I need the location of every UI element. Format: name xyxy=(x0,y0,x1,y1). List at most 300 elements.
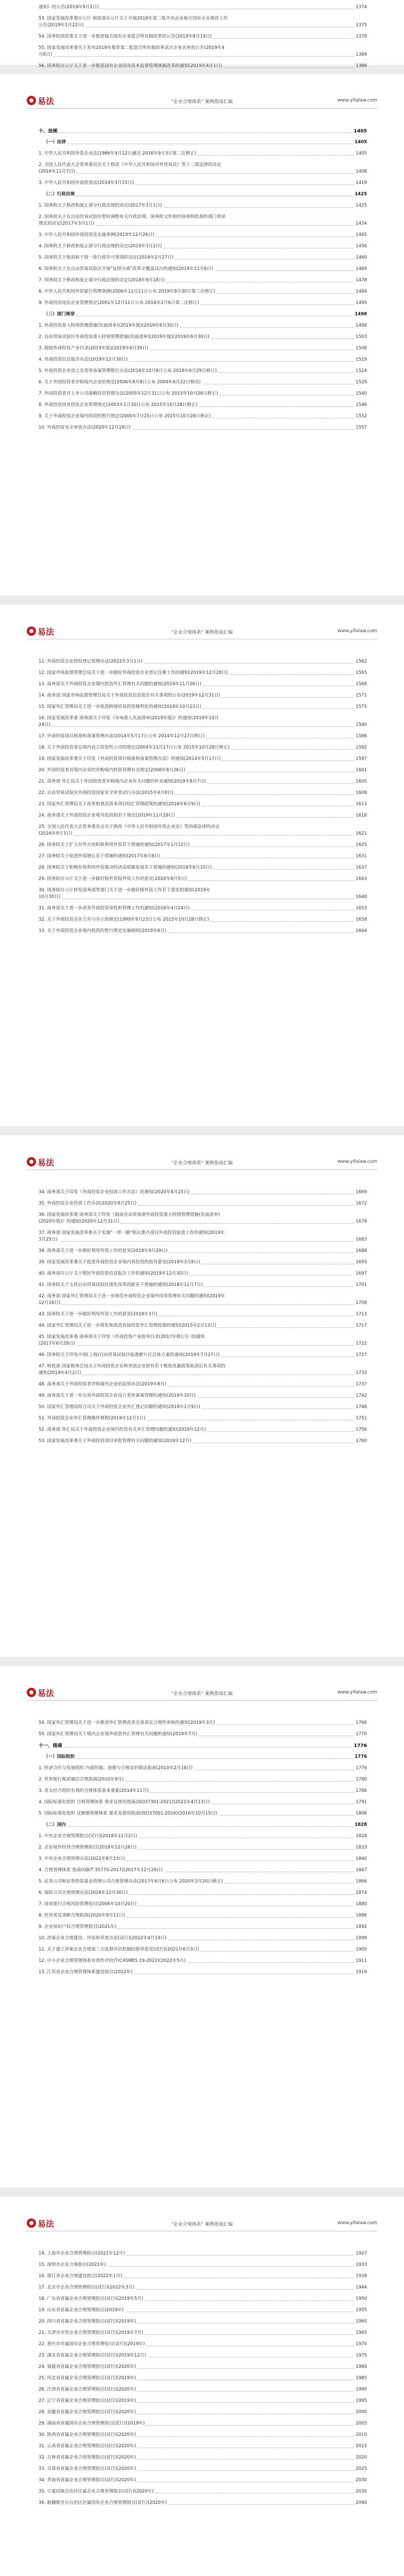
toc-entry[interactable] xyxy=(39,1352,367,1359)
toc-entry-text: 十一、指南 xyxy=(39,1743,62,1749)
dot-leader xyxy=(222,697,354,698)
toc-entry[interactable] xyxy=(39,334,367,341)
toc-entry[interactable] xyxy=(39,1731,367,1738)
dot-leader xyxy=(201,304,354,305)
toc-entry-text: 公告(2019年1月22日) xyxy=(39,23,84,28)
toc-entry-text: 3. 亚太经合组织有效的合规体系基本要素(2014年11月) xyxy=(39,1788,149,1793)
page-header xyxy=(27,1687,377,1701)
toc-entry[interactable] xyxy=(39,767,367,774)
toc-entry-text: 1. 中华人民共和国外资企业法(1986年4月12日通过 2016年9月3日第二次修正) xyxy=(39,151,197,156)
toc-page-number: 1625 xyxy=(356,842,367,848)
toc-entry-text: 1. 经济合作与发展组织 内部控制、道德与合规良好做法指南(2010年2月18日) xyxy=(39,1766,193,1771)
toc-page-number: 1905 xyxy=(356,1947,367,1952)
toc-entry[interactable] xyxy=(39,905,367,912)
toc-entry[interactable] xyxy=(39,2432,367,2438)
toc-entry[interactable] xyxy=(39,1799,367,1806)
toc-entry-text: 1. 国务院关于修改和废止部分行政法规的决定(2017年3月1日) xyxy=(39,203,162,208)
toc-entry[interactable] xyxy=(39,357,367,363)
toc-entry[interactable] xyxy=(39,2284,367,2291)
toc-entry-text: 29. 湖南省省属国有企业合规管理指引(试行)(2019年) xyxy=(39,2421,145,2426)
document-page xyxy=(0,605,404,1126)
header-title: "企业合规体系" 案例指南汇编 xyxy=(171,99,233,105)
toc-page-number: 1597 xyxy=(356,756,367,761)
toc-entry-text: （二）国内 xyxy=(44,1822,66,1827)
dot-leader xyxy=(96,225,354,226)
toc-entry-text: 4. 国务院关于修改和废止部分行政法规的决定(2019年3月2日) xyxy=(39,244,162,249)
toc-entry-text: 2. 企业境外经营合规管理指引(2018年12月26日) xyxy=(39,1845,137,1850)
toc-entry[interactable] xyxy=(39,2296,367,2302)
dot-leader xyxy=(180,327,354,328)
toc-page-number: 1847 xyxy=(356,1868,367,1873)
toc-entry[interactable] xyxy=(39,1404,367,1411)
toc-entry-text: 15. 国家外汇管理局关于进一步促进跨境贸易投资便利化的通知(2019年10月23日) xyxy=(39,704,202,709)
toc-entry-text: 9. 关于外商投资企业境内投资的暂行规定(2000年7月25日公布 2015年10月28日修正) xyxy=(39,414,211,419)
toc-entry[interactable] xyxy=(39,778,367,785)
toc-entry[interactable] xyxy=(39,1189,367,1196)
toc-entry[interactable] xyxy=(39,425,367,431)
dot-leader xyxy=(150,1792,354,1793)
toc-entry-text: 48. 商务部关于外国投资者并购境内企业的监管办法(2019年8月) xyxy=(39,1382,167,1387)
toc-entry[interactable] xyxy=(39,214,367,227)
logo-text: 易法 xyxy=(38,626,55,637)
dot-leader xyxy=(59,132,353,133)
toc-page-number: 1980 xyxy=(356,2364,367,2369)
toc-entry[interactable] xyxy=(39,2500,367,2506)
toc-page-number: 1495 xyxy=(356,300,367,306)
toc-entry[interactable] xyxy=(39,402,367,409)
header-website[interactable]: www.yifalaw.com xyxy=(337,1159,377,1164)
dot-leader xyxy=(137,2436,354,2437)
dot-leader xyxy=(213,869,354,870)
toc-entry[interactable] xyxy=(39,1822,367,1828)
toc-entry-text: 7. 国务院关于修改和废止部分行政法规的决定(2018年9月18日) xyxy=(39,278,165,283)
toc-entry-text: 19. 山东省省属企业合规管理指引(2019年) xyxy=(39,2308,124,2313)
toc-entry[interactable] xyxy=(39,2454,367,2461)
toc-entry-text: 28. 安徽省省属企业合规管理指引(试行)(2020年) xyxy=(39,2410,136,2415)
toc-entry[interactable] xyxy=(39,1742,367,1749)
toc-entry[interactable] xyxy=(39,1856,367,1862)
toc-page-number: 1575 xyxy=(356,704,367,709)
toc-entry[interactable] xyxy=(39,1776,367,1783)
toc-entry[interactable] xyxy=(39,191,367,198)
toc-entry[interactable] xyxy=(39,681,367,688)
toc-entry-text: 1. 中央企业合规管理指引(试行)(2018年11月2日) xyxy=(39,1834,137,1839)
toc-entry[interactable] xyxy=(39,162,367,175)
toc-entry[interactable] xyxy=(39,243,367,250)
toc-entry-text: 7. 商业银行合规风险管理指引(2006年10月20日) xyxy=(39,1902,137,1907)
toc-entry-text: 32. 关于外商投资企业合并与分立的规定(1999年9月23日公布 2015年10月28日修正) xyxy=(39,917,209,922)
toc-entry[interactable] xyxy=(39,853,367,860)
toc-entry-text: （二）行政法规 xyxy=(44,192,75,197)
header-title: "企业合规体系" 案例指南汇编 xyxy=(171,630,233,635)
toc-page-number: 1683 xyxy=(356,1237,367,1242)
toc-entry[interactable] xyxy=(39,876,367,883)
toc-entry[interactable] xyxy=(39,266,367,273)
toc-entry[interactable] xyxy=(39,345,367,352)
toc-entry-text: 35. 外商投资企业投诉工作办法(2020年8月25日) xyxy=(39,1201,137,1206)
toc-page-number: 1664 xyxy=(356,928,367,934)
toc-entry[interactable] xyxy=(39,4,367,11)
toc-entry[interactable] xyxy=(39,255,367,261)
dot-leader xyxy=(137,2323,354,2324)
dot-leader xyxy=(138,1849,354,1850)
toc-entry[interactable] xyxy=(39,2352,367,2359)
toc-page-number: 1379 xyxy=(356,34,367,39)
toc-entry-text: 24日) xyxy=(39,722,50,727)
toc-entry-text: （一）法律 xyxy=(44,140,66,145)
toc-entry[interactable] xyxy=(39,379,367,386)
toc-entry[interactable] xyxy=(39,1935,367,1942)
toc-entry[interactable] xyxy=(39,2341,367,2348)
toc-entry-text: 5. 外商投资企业设立及变更备案管理暂行办法(2016年10月8日公布 2018年6月29日修订) xyxy=(39,368,217,374)
toc-entry[interactable] xyxy=(39,1833,367,1840)
toc-entry[interactable] xyxy=(39,289,367,295)
toc-entry[interactable] xyxy=(39,1363,367,1377)
toc-entry-text: 10月30日) xyxy=(39,894,61,900)
toc-entry[interactable] xyxy=(39,15,367,29)
toc-entry-text: 16. 浙江省企业合规建设指引(2022年1月) xyxy=(39,2274,122,2279)
toc-entry[interactable] xyxy=(39,2375,367,2382)
dot-leader xyxy=(177,817,355,818)
toc-entry[interactable] xyxy=(39,2386,367,2393)
toc-entry-text: 18. 关于外国投资者在境内设立投资性公司的规定(2004年11月17日公布 2015年10月28日修正) xyxy=(39,745,230,750)
dot-leader xyxy=(125,1781,354,1782)
header-title: "企业合规体系" 案例指南汇编 xyxy=(171,1161,233,1166)
toc-entry[interactable] xyxy=(39,812,367,819)
dot-leader xyxy=(74,835,354,836)
toc-entry-text: 21. 天津市市管企业合规管理指引(试行)(2019年7月) xyxy=(39,2330,144,2335)
toc-entry[interactable] xyxy=(39,1720,367,1726)
toc-entry-text: 15. 深圳市企业合规指引(2021年) xyxy=(39,2262,106,2267)
toc-entry-text: 十、法规 xyxy=(39,128,58,134)
toc-entry[interactable] xyxy=(39,277,367,284)
toc-entry[interactable] xyxy=(39,887,367,901)
toc-entry-text: 36. 新疆维吾尔自治区区属国有企业合规管理指引(试行)(2020年) xyxy=(39,2500,167,2505)
toc-entry[interactable] xyxy=(39,128,367,134)
toc-page-number: 1688 xyxy=(356,1248,367,1253)
toc-entry[interactable] xyxy=(39,413,367,420)
toc-entry[interactable] xyxy=(39,45,367,58)
toc-page-number: 1672 xyxy=(356,1201,367,1206)
toc-entry-text: (2016年11月7日) xyxy=(39,169,75,174)
toc-page-number: 1434 xyxy=(356,221,367,226)
toc-entry[interactable] xyxy=(39,670,367,676)
toc-entry[interactable] xyxy=(39,917,367,923)
toc-page-number: 1776 xyxy=(354,1743,367,1749)
toc-page-number: 1679 xyxy=(356,1219,367,1224)
toc-page-number: 1776 xyxy=(356,1766,367,1771)
dot-leader xyxy=(129,361,354,362)
toc-entry[interactable] xyxy=(39,2420,367,2427)
toc-page-number: 1405 xyxy=(354,128,367,134)
dot-leader xyxy=(77,173,354,174)
toc-entry[interactable] xyxy=(39,1958,367,1964)
toc-page-number: 1828 xyxy=(355,1822,367,1827)
dot-leader xyxy=(132,429,355,430)
toc-entry[interactable] xyxy=(39,824,367,837)
toc-entry-text: 55. 国家外汇管理局关于境内企业境外放款外汇管理有关问题的通知(2019年7月) xyxy=(39,1732,198,1737)
table-of-contents xyxy=(39,128,367,436)
header-website[interactable]: www.yifalaw.com xyxy=(337,98,377,103)
toc-page-number: 1760 xyxy=(356,1438,367,1444)
dot-leader xyxy=(146,2425,354,2426)
toc-entry[interactable] xyxy=(39,2409,367,2416)
toc-entry-text: 8. 中华人民共和国外资银行管理条例(2006年11月11日公布 2019年9月30日第三次修订) xyxy=(39,289,216,294)
toc-entry[interactable] xyxy=(39,139,367,146)
toc-entry[interactable] xyxy=(39,1890,367,1896)
dot-leader xyxy=(129,1894,354,1895)
toc-entry[interactable] xyxy=(39,1912,367,1919)
toc-entry-text: 24. 商务部关于外商投资企业境外投资的若干规定(2019年11月29日) xyxy=(39,813,175,818)
dot-leader xyxy=(210,921,354,922)
toc-entry[interactable] xyxy=(39,2307,367,2314)
toc-page-number: 1508 xyxy=(356,346,367,351)
page-header xyxy=(27,2217,377,2231)
toc-page-number: 2005 xyxy=(356,2421,367,2426)
toc-page-number: 1643 xyxy=(356,876,367,882)
toc-page-number: 1613 xyxy=(356,802,367,807)
table-of-contents xyxy=(39,1720,367,1980)
dot-leader xyxy=(59,1241,354,1242)
toc-entry[interactable] xyxy=(39,2250,367,2257)
toc-page-number: 1701 xyxy=(356,1282,367,1287)
dot-leader xyxy=(169,1252,354,1253)
toc-entry-text: 50. 国家外汇管理局综合司关于外商投资企业外汇登记问题的通知(2019年1月9日) xyxy=(39,1404,200,1410)
toc-entry-text: (2017年6月28日) xyxy=(39,1341,75,1346)
toc-entry[interactable] xyxy=(39,180,367,187)
toc-entry[interactable] xyxy=(39,756,367,762)
toc-entry-text: 30. 国务院办公厅转发商务部等部门关于进一步做好稳外资工作若干意见的通知(2019年 xyxy=(39,888,210,893)
toc-entry-text: 6. 国务院关于在自由贸易试验区开展"证照分离"改革全覆盖试点的通知(2019年11月6日) xyxy=(39,266,213,272)
toc-page-number: 1375 xyxy=(356,23,367,28)
toc-page-number: 1524 xyxy=(356,368,367,374)
toc-page-number: 2025 xyxy=(356,2466,367,2471)
toc-entry-text: 12. 中小企业合规管理体系有效性评价(T/CASMES 19-2022)(2022年5月) xyxy=(39,1958,186,1963)
toc-entry-text: 11. 关于建立涉案企业合规第三方监督评估机制的指导意见(试行)(2021年6月3日) xyxy=(39,1947,199,1952)
toc-entry[interactable] xyxy=(39,1810,367,1817)
page-header xyxy=(27,625,377,639)
dot-leader xyxy=(148,2357,354,2358)
toc-entry-text: 3. 鼓励外商投资产业目录(2019年版)(2019年6月30日) xyxy=(39,346,149,351)
dot-leader xyxy=(218,1327,354,1328)
toc-page-number: 1970 xyxy=(356,2342,367,2347)
toc-entry-text: 40. 商务部办公厅关于做好外商投资信息报告工作的通知(2019年12月30日) xyxy=(39,1271,188,1276)
toc-page-number: 1911 xyxy=(356,1958,367,1963)
dot-leader xyxy=(77,1345,354,1346)
toc-entry[interactable] xyxy=(39,1381,367,1388)
toc-entry-text: 30. 陕西省省属企业合规管理指引(试行)(2020年) xyxy=(39,2432,136,2437)
toc-entry[interactable] xyxy=(39,1270,367,1277)
toc-entry[interactable] xyxy=(39,1438,367,1445)
toc-page-number: 2040 xyxy=(356,2500,367,2505)
toc-page-number: 1727 xyxy=(356,1352,367,1358)
dot-leader xyxy=(137,2470,354,2471)
toc-entry[interactable] xyxy=(39,202,367,209)
dot-leader xyxy=(145,2300,354,2301)
toc-entry[interactable] xyxy=(39,1293,367,1307)
toc-page-number: 1746 xyxy=(356,1404,367,1410)
toc-entry[interactable] xyxy=(39,1946,367,1953)
toc-entry[interactable] xyxy=(39,1788,367,1794)
toc-entry[interactable] xyxy=(39,311,367,318)
toc-entry-text: 27. 国务院关于促进外资增长若干措施的通知(2017年8月8日) xyxy=(39,854,161,859)
toc-entry[interactable] xyxy=(39,2364,367,2370)
toc-entry-text: （三）部门规章 xyxy=(44,312,75,317)
toc-entry-text: 20. 四川省省属企业合规管理指引(试行)(2019年) xyxy=(39,2319,136,2324)
toc-entry[interactable] xyxy=(39,1754,367,1760)
toc-entry[interactable] xyxy=(39,928,367,935)
dot-leader xyxy=(127,1860,354,1861)
toc-entry[interactable] xyxy=(39,1901,367,1908)
toc-page-number: 1456 xyxy=(356,244,367,249)
toc-page-number: 1693 xyxy=(356,1260,367,1265)
toc-entry[interactable] xyxy=(39,300,367,307)
toc-entry[interactable] xyxy=(39,63,367,70)
toc-entry-text: 34. 青海省省属企业合规管理指引(试行)(2020年) xyxy=(39,2478,136,2483)
toc-entry[interactable] xyxy=(39,692,367,699)
toc-entry[interactable] xyxy=(39,368,367,375)
toc-entry-text: 10. 外商投资安全审查办法(2020年12月19日) xyxy=(39,425,131,430)
toc-entry[interactable] xyxy=(39,1248,367,1255)
dot-leader xyxy=(207,1431,354,1432)
toc-entry[interactable] xyxy=(39,2488,367,2495)
toc-entry[interactable] xyxy=(39,1878,367,1885)
toc-entry[interactable] xyxy=(39,1969,367,1976)
toc-entry[interactable] xyxy=(39,1924,367,1930)
dot-leader xyxy=(224,67,354,68)
toc-entry[interactable] xyxy=(39,2330,367,2336)
toc-page-number: 1562 xyxy=(356,659,367,664)
toc-entry-text: 53. 国家发展改革委办公厅 财政部办公厅关于开展2019年第二批中央企业地方国有企业推荐工作 xyxy=(39,16,228,21)
toc-entry-text: 47. 财政部 国家税务总局关于外商投资企业和外国企业原有若干税收优惠政策取消后有关事项的 xyxy=(39,1364,225,1369)
dot-leader xyxy=(138,1205,354,1206)
toc-entry-text: 通知》的公告(2019年9月2日) xyxy=(39,5,99,10)
toc-entry[interactable] xyxy=(39,842,367,849)
toc-entry-text: 5. 国际标准化组织 反贿赂管理体系 要求及使用指南(ISO37001:2016)(2016年10月15日) xyxy=(39,1811,217,1816)
toc-entry[interactable] xyxy=(39,2262,367,2268)
toc-entry[interactable] xyxy=(39,2443,367,2450)
toc-entry-text: 3. 中华人民共和国外商投资法实施条例(2019年12月26日) xyxy=(39,232,154,238)
table-of-contents xyxy=(39,658,367,939)
toc-entry-text: 规定的决定(2017年3月1日) xyxy=(39,221,95,226)
dot-leader xyxy=(222,760,355,761)
toc-entry-text: 4. 国际标准化组织 合规管理体系 要求及使用指南(ISO37301:2021)(2021年4月13日) xyxy=(39,1800,210,1805)
toc-entry[interactable] xyxy=(39,704,367,710)
toc-entry-text: 5. 国务院关于取消和下放一批行政许可事项的决定(2019年2月27日) xyxy=(39,255,174,260)
toc-entry[interactable] xyxy=(39,1212,367,1225)
toc-entry-text: 38. 商务部关于进一步做好利用外资工作的意见(2019年9月29日) xyxy=(39,1248,168,1253)
toc-entry[interactable] xyxy=(39,1282,367,1289)
document-page xyxy=(0,2197,404,2576)
toc-entry-text: 3. 中央企业合规管理办法(2022年8月23日) xyxy=(39,1856,125,1861)
toc-entry[interactable] xyxy=(39,391,367,397)
toc-page-number: 1866 xyxy=(356,1879,367,1884)
toc-entry[interactable] xyxy=(39,150,367,157)
toc-page-number: 2020 xyxy=(356,2455,367,2460)
toc-page-number: 1568 xyxy=(356,682,367,687)
toc-entry[interactable] xyxy=(39,232,367,239)
toc-page-number: 1478 xyxy=(356,278,367,283)
document-page xyxy=(0,1666,404,2188)
toc-entry[interactable] xyxy=(39,1393,367,1399)
toc-page-number: 1557 xyxy=(356,425,367,430)
toc-entry-text: 2. 世界银行集团诚信合规指南(2010年9月) xyxy=(39,1777,124,1782)
dot-leader xyxy=(127,2255,354,2256)
toc-entry[interactable] xyxy=(39,744,367,751)
toc-page-number: 1618 xyxy=(356,813,367,818)
toc-entry[interactable] xyxy=(39,865,367,871)
toc-entry[interactable] xyxy=(39,733,367,740)
toc-entry[interactable] xyxy=(39,790,367,796)
toc-entry[interactable] xyxy=(39,2477,367,2484)
toc-entry[interactable] xyxy=(39,1323,367,1329)
toc-entry[interactable] xyxy=(39,1311,367,1318)
toc-entry[interactable] xyxy=(39,1334,367,1347)
toc-entry[interactable] xyxy=(39,1415,367,1422)
toc-entry[interactable] xyxy=(39,1427,367,1433)
toc-page-number: 1648 xyxy=(356,894,367,900)
toc-entry-text: 22. 自由贸易试验区外商投资国家安全审查试行办法(2015年4月8日) xyxy=(39,790,174,795)
toc-entry[interactable] xyxy=(39,323,367,329)
toc-entry-text: 56. 国务院办公厅关于进一步推进国有企业国有资本监督管理体制改革的通知(2019年4月1日) xyxy=(39,63,222,69)
header-website[interactable]: www.yifalaw.com xyxy=(337,629,377,634)
toc-page-number: 1592 xyxy=(356,745,367,750)
toc-entry-text: 29. 国务院办公厅关于进一步做好稳外贸稳外资工作的意见(2020年8月5日) xyxy=(39,876,187,882)
header-website[interactable]: www.yifalaw.com xyxy=(337,1690,377,1695)
dot-leader xyxy=(207,783,354,784)
header-website[interactable]: www.yifalaw.com xyxy=(337,2221,377,2226)
toc-page-number: 1742 xyxy=(356,1393,367,1398)
toc-entry[interactable] xyxy=(39,33,367,40)
toc-entry[interactable] xyxy=(39,715,367,728)
toc-entry[interactable] xyxy=(39,1259,367,1266)
toc-page-number: 1425 xyxy=(356,203,367,208)
toc-entry[interactable] xyxy=(39,1867,367,1874)
dot-leader xyxy=(67,1826,353,1827)
toc-page-number: 1460 xyxy=(356,255,367,260)
toc-entry-text: 22. 重庆市市属国有企业合规管理指引(试行)(2019年) xyxy=(39,2342,145,2347)
dot-leader xyxy=(164,207,355,208)
toc-page-number: 1621 xyxy=(356,831,367,836)
toc-page-number: 1445 xyxy=(356,232,367,238)
toc-entry[interactable] xyxy=(39,801,367,808)
toc-entry[interactable] xyxy=(39,658,367,665)
toc-entry[interactable] xyxy=(39,1200,367,1207)
toc-entry-text: 8. 经营者反垄断合规指南(2020年9月11日) xyxy=(39,1913,125,1918)
toc-page-number: 1484 xyxy=(356,289,367,294)
toc-entry-text: 13. 江苏省企业合规管理体系建设指引(2022年) xyxy=(39,1970,133,1975)
toc-entry[interactable] xyxy=(39,2466,367,2472)
toc-entry-text: 4. 合规管理体系 指南(GB/T 35770-2017)(2017年12月29日) xyxy=(39,1868,163,1873)
toc-entry[interactable] xyxy=(39,1844,367,1851)
toc-entry-text: 35. 宁夏回族自治区区属企业合规管理指引(试行)(2020年) xyxy=(39,2489,154,2494)
toc-entry[interactable] xyxy=(39,2273,367,2280)
toc-page-number: 1419 xyxy=(356,180,367,185)
toc-page-number: 1669 xyxy=(356,1190,367,1195)
dot-leader xyxy=(137,2402,354,2403)
toc-page-number: 1498 xyxy=(356,323,367,328)
toc-entry[interactable] xyxy=(39,1765,367,1772)
toc-entry-text: 6. 关于外国投资者并购境内企业的规定(2006年8月8日公布 2009年6月22日修改) xyxy=(39,380,201,385)
toc-entry[interactable] xyxy=(39,2398,367,2404)
toc-entry-text: 5. 证券公司和证券投资基金管理公司合规管理办法(2017年6月6日公布 2020年3月20日修正) xyxy=(39,1879,223,1884)
toc-page-number: 1469 xyxy=(356,266,367,272)
toc-page-number: 1498 xyxy=(355,312,367,317)
dot-leader xyxy=(168,2504,354,2505)
toc-entry[interactable] xyxy=(39,1230,367,1243)
toc-page-number: 2010 xyxy=(356,2432,367,2437)
toc-entry[interactable] xyxy=(39,2318,367,2325)
